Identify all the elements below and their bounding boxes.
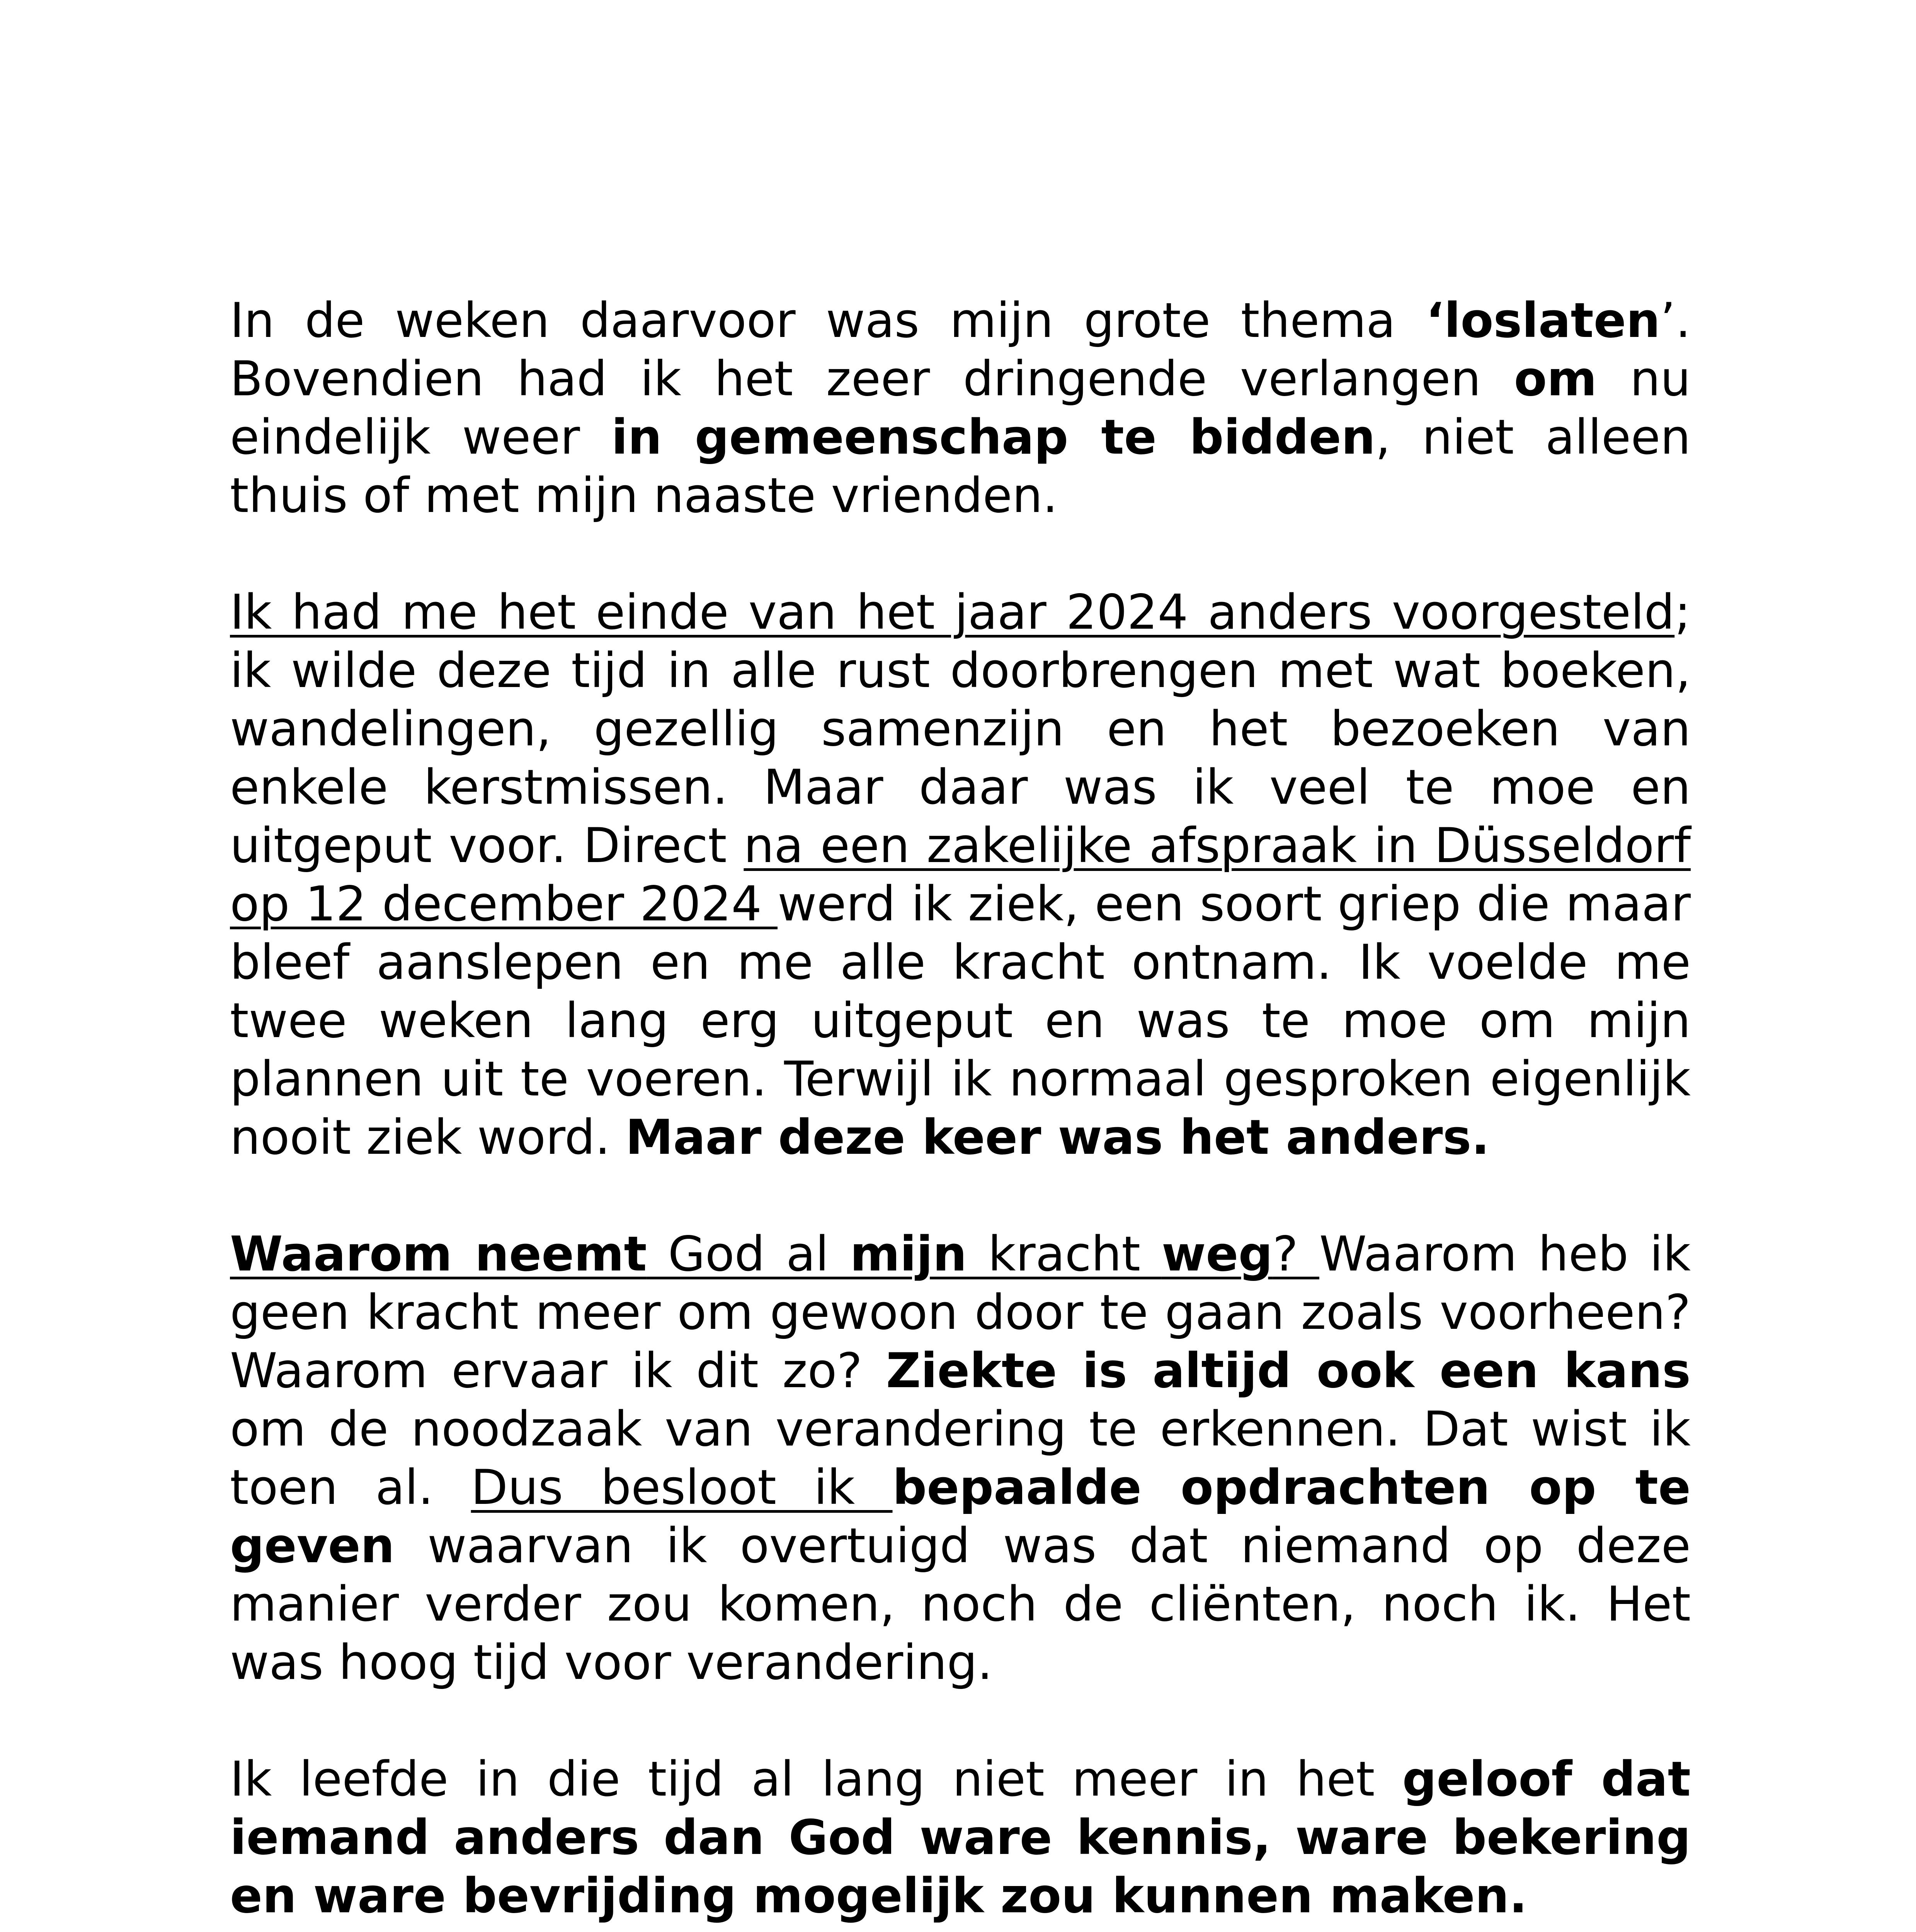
paragraph (230, 1750, 1691, 1925)
text-run: waarvan ik overtuigd was dat niemand op deze manier verder zou komen, noch de cliënten, noch ik. Het was hoog tijd voor verandering. (230, 1518, 1691, 1690)
text-run: mijn (850, 1226, 967, 1282)
text-run: geloof dat iemand anders dan God ware kennis, ware bekering en ware bevrijding mogelijk zou kunnen maken. (230, 1752, 1691, 1924)
text-run: na een zakelijke afspraak in Düsseldorf op 12 december 2024 (230, 818, 1691, 932)
text-run: Waarom heb ik geen kracht meer om gewoon door te gaan zoals voorheen? Waarom ervaar ik dit zo? (230, 1226, 1691, 1399)
text-run: ’. Bovendien had ik het zeer dringende verlangen (230, 293, 1691, 407)
paragraph (230, 1225, 1691, 1692)
text-run: ; ik wilde deze tijd in alle rust doorbrengen met wat boeken, wandelingen, gezellig samenzijn en het bezoeken van enkele kerstmissen. Maar daar was ik veel te moe en uitgeput voor. Direct (230, 585, 1691, 874)
text-run: , niet alleen thuis of met mijn naaste vrienden. (230, 410, 1691, 524)
text-run: ? (1273, 1226, 1319, 1282)
text-run: God al (647, 1226, 850, 1282)
text-run: werd ik ziek, een soort griep die maar bleef aanslepen en me alle kracht ontnam. Ik voelde me twee weken lang erg uitgeput en was te moe om mijn plannen uit te voeren. Terwijl ik normaal gesproken eigenlijk nooit ziek word. (230, 876, 1691, 1165)
text-run: Ik leefde in die tijd al lang niet meer in het (230, 1752, 1402, 1807)
paragraph (230, 292, 1691, 525)
text-run: Ziekte is altijd ook een kans (886, 1343, 1691, 1399)
text-run: om de noodzaak van verandering te erkennen. Dat wist ik toen al. (230, 1401, 1691, 1515)
text-run: in gemeenschap te bidden (611, 410, 1376, 465)
paragraph (230, 583, 1691, 1167)
text-run: Maar deze keer was het anders. (625, 1110, 1490, 1165)
text-run: In de weken daarvoor was mijn grote thema (230, 293, 1426, 349)
text-run: kracht (967, 1226, 1162, 1282)
text-run: bepaalde opdrachten op te geven (230, 1460, 1691, 1574)
text-run: weg (1161, 1226, 1273, 1282)
body-text (230, 292, 1691, 1932)
text-run: Ik had me het einde van het jaar 2024 anders voorgesteld (230, 585, 1675, 640)
text-run: nu eindelijk weer (230, 351, 1691, 465)
text-run: om (1514, 351, 1597, 407)
text-run: Waarom neemt (230, 1226, 647, 1282)
text-run: ‘loslaten (1426, 293, 1661, 349)
text-run: Dus besloot ik (471, 1460, 893, 1515)
